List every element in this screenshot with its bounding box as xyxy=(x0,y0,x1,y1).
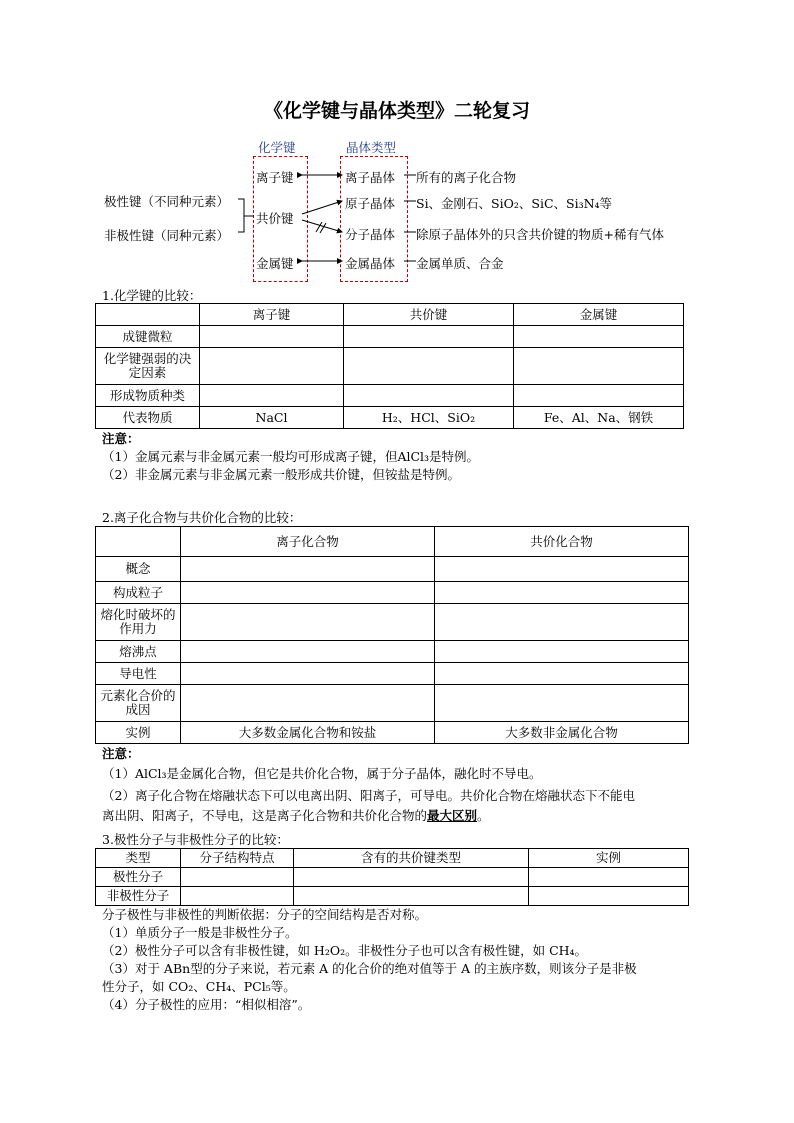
bond-comparison-table xyxy=(95,303,684,429)
diagram-header-crystal: 晶体类型 xyxy=(346,140,397,155)
bond-metallic: 金属键 xyxy=(256,256,294,271)
note-line: （3）对于 ABn型的分子来说，若元素 A 的化合价的绝对值等于 A 的主族序数，则该分子是非极 xyxy=(102,961,637,976)
note-line: 分子极性与非极性的判断依据：分子的空间结构是否对称。 xyxy=(102,907,428,922)
bond-covalent: 共价键 xyxy=(256,211,294,226)
row-label: 元素化合价的成因 xyxy=(96,685,181,722)
note-line xyxy=(102,807,702,825)
header-cell: 共价键 xyxy=(344,304,514,326)
header-cell: 离子化合物 xyxy=(181,527,435,557)
table-header-row xyxy=(96,527,689,557)
note-label: 注意： xyxy=(102,746,140,761)
page-title: 《化学键与晶体类型》二轮复习 xyxy=(263,100,530,122)
table-row xyxy=(96,326,684,348)
table-row xyxy=(96,582,689,604)
section3-notes xyxy=(102,906,637,1014)
example-cell: H₂、HCl、SiO₂ xyxy=(344,407,514,429)
diagram-header-bond: 化学键 xyxy=(258,140,296,155)
molecule-polarity-table xyxy=(95,848,689,906)
note-line: （4）分子极性的应用：“相似相溶”。 xyxy=(102,997,311,1012)
row-label: 导电性 xyxy=(96,663,181,685)
section1-notes xyxy=(102,430,479,484)
header-cell: 类型 xyxy=(96,849,181,868)
table-row xyxy=(96,663,689,685)
table-row xyxy=(96,557,689,582)
row-label: 非极性分子 xyxy=(96,887,181,906)
row-label: 实例 xyxy=(96,722,181,744)
table-row xyxy=(96,407,684,429)
table-row xyxy=(96,641,689,663)
table-row xyxy=(96,348,684,385)
row-label: 概念 xyxy=(96,557,181,582)
section2-notes xyxy=(102,745,702,825)
note-line: （2）非金属元素与非金属元素一般形成共价键，但铵盐是特例。 xyxy=(102,467,460,482)
table-row xyxy=(96,722,689,744)
desc-ionic: 所有的离子化合物 xyxy=(416,170,517,185)
row-label: 代表物质 xyxy=(96,407,200,429)
note-line: （1）单质分子一般是非极性分子。 xyxy=(102,925,298,940)
desc-metal: 金属单质、合金 xyxy=(416,256,504,271)
header-cell xyxy=(96,527,181,557)
compound-comparison-table xyxy=(95,526,689,744)
table-header-row xyxy=(96,304,684,326)
row-label: 熔沸点 xyxy=(96,641,181,663)
header-cell: 金属键 xyxy=(514,304,684,326)
note-emphasis: 最大区别 xyxy=(427,808,478,823)
header-cell: 共价化合物 xyxy=(435,527,689,557)
note-label: 注意： xyxy=(102,431,140,446)
crystal-ionic: 离子晶体 xyxy=(345,170,396,185)
example-cell: NaCl xyxy=(200,407,344,429)
row-label: 极性分子 xyxy=(96,868,181,887)
header-cell: 离子键 xyxy=(200,304,344,326)
section2-heading: 2.离子化合物与共价化合物的比较： xyxy=(102,510,302,525)
crystal-metal: 金属晶体 xyxy=(345,256,396,271)
example-cell: Fe、Al、Na、钢铁 xyxy=(514,407,684,429)
table-row xyxy=(96,385,684,407)
header-cell: 含有的共价键类型 xyxy=(294,849,529,868)
row-label: 化学键强弱的决定因素 xyxy=(96,348,200,385)
example-cell: 大多数金属化合物和铵盐 xyxy=(181,722,435,744)
note-line: 性分子，如 CO₂、CH₄、PCl₅等。 xyxy=(102,979,296,994)
row-label: 构成粒子 xyxy=(96,582,181,604)
crystal-molecular: 分子晶体 xyxy=(345,227,396,242)
section3-heading: 3.极性分子与非极性分子的比较： xyxy=(102,832,289,847)
table-header-row xyxy=(96,849,689,868)
crystal-atomic: 原子晶体 xyxy=(345,196,396,211)
diagram-connectors xyxy=(0,0,794,300)
bond-ionic: 离子键 xyxy=(256,170,294,185)
section1-heading: 1.化学键的比较： xyxy=(102,288,202,303)
note-line: （1）金属元素与非金属元素一般均可形成离子键，但AlCl₃是特例。 xyxy=(102,449,480,464)
desc-molecular: 除原子晶体外的只含共价键的物质+稀有气体 xyxy=(416,227,664,242)
example-cell: 大多数非金属化合物 xyxy=(435,722,689,744)
polar-bond-label: 极性键（不同种元素） xyxy=(104,194,230,209)
note-line: （2）离子化合物在熔融状态下可以电离出阴、阳离子，可导电。共价化合物在熔融状态下不能电 xyxy=(102,788,635,803)
note-line: （2）极性分子可以含有非极性键，如 H₂O₂。非极性分子也可以含有极性键，如 CH₄。 xyxy=(102,943,588,958)
table-row xyxy=(96,685,689,722)
table-row xyxy=(96,868,689,887)
note-text: 。 xyxy=(477,808,490,823)
table-row xyxy=(96,604,689,641)
header-cell: 分子结构特点 xyxy=(181,849,294,868)
nonpolar-bond-label: 非极性键（同种元素） xyxy=(104,228,230,243)
row-label: 熔化时破坏的作用力 xyxy=(96,604,181,641)
table-row xyxy=(96,887,689,906)
note-text: 离出阴、阳离子，不导电，这是离子化合物和共价化合物的 xyxy=(102,808,428,823)
row-label: 成键微粒 xyxy=(96,326,200,348)
header-cell: 实例 xyxy=(529,849,689,868)
note-line: （1）AlCl₃是金属化合物，但它是共价化合物，属于分子晶体，融化时不导电。 xyxy=(102,766,542,781)
desc-atomic: Si、金刚石、SiO₂、SiC、Si₃N₄等 xyxy=(416,196,613,211)
row-label: 形成物质种类 xyxy=(96,385,200,407)
header-cell xyxy=(96,304,200,326)
